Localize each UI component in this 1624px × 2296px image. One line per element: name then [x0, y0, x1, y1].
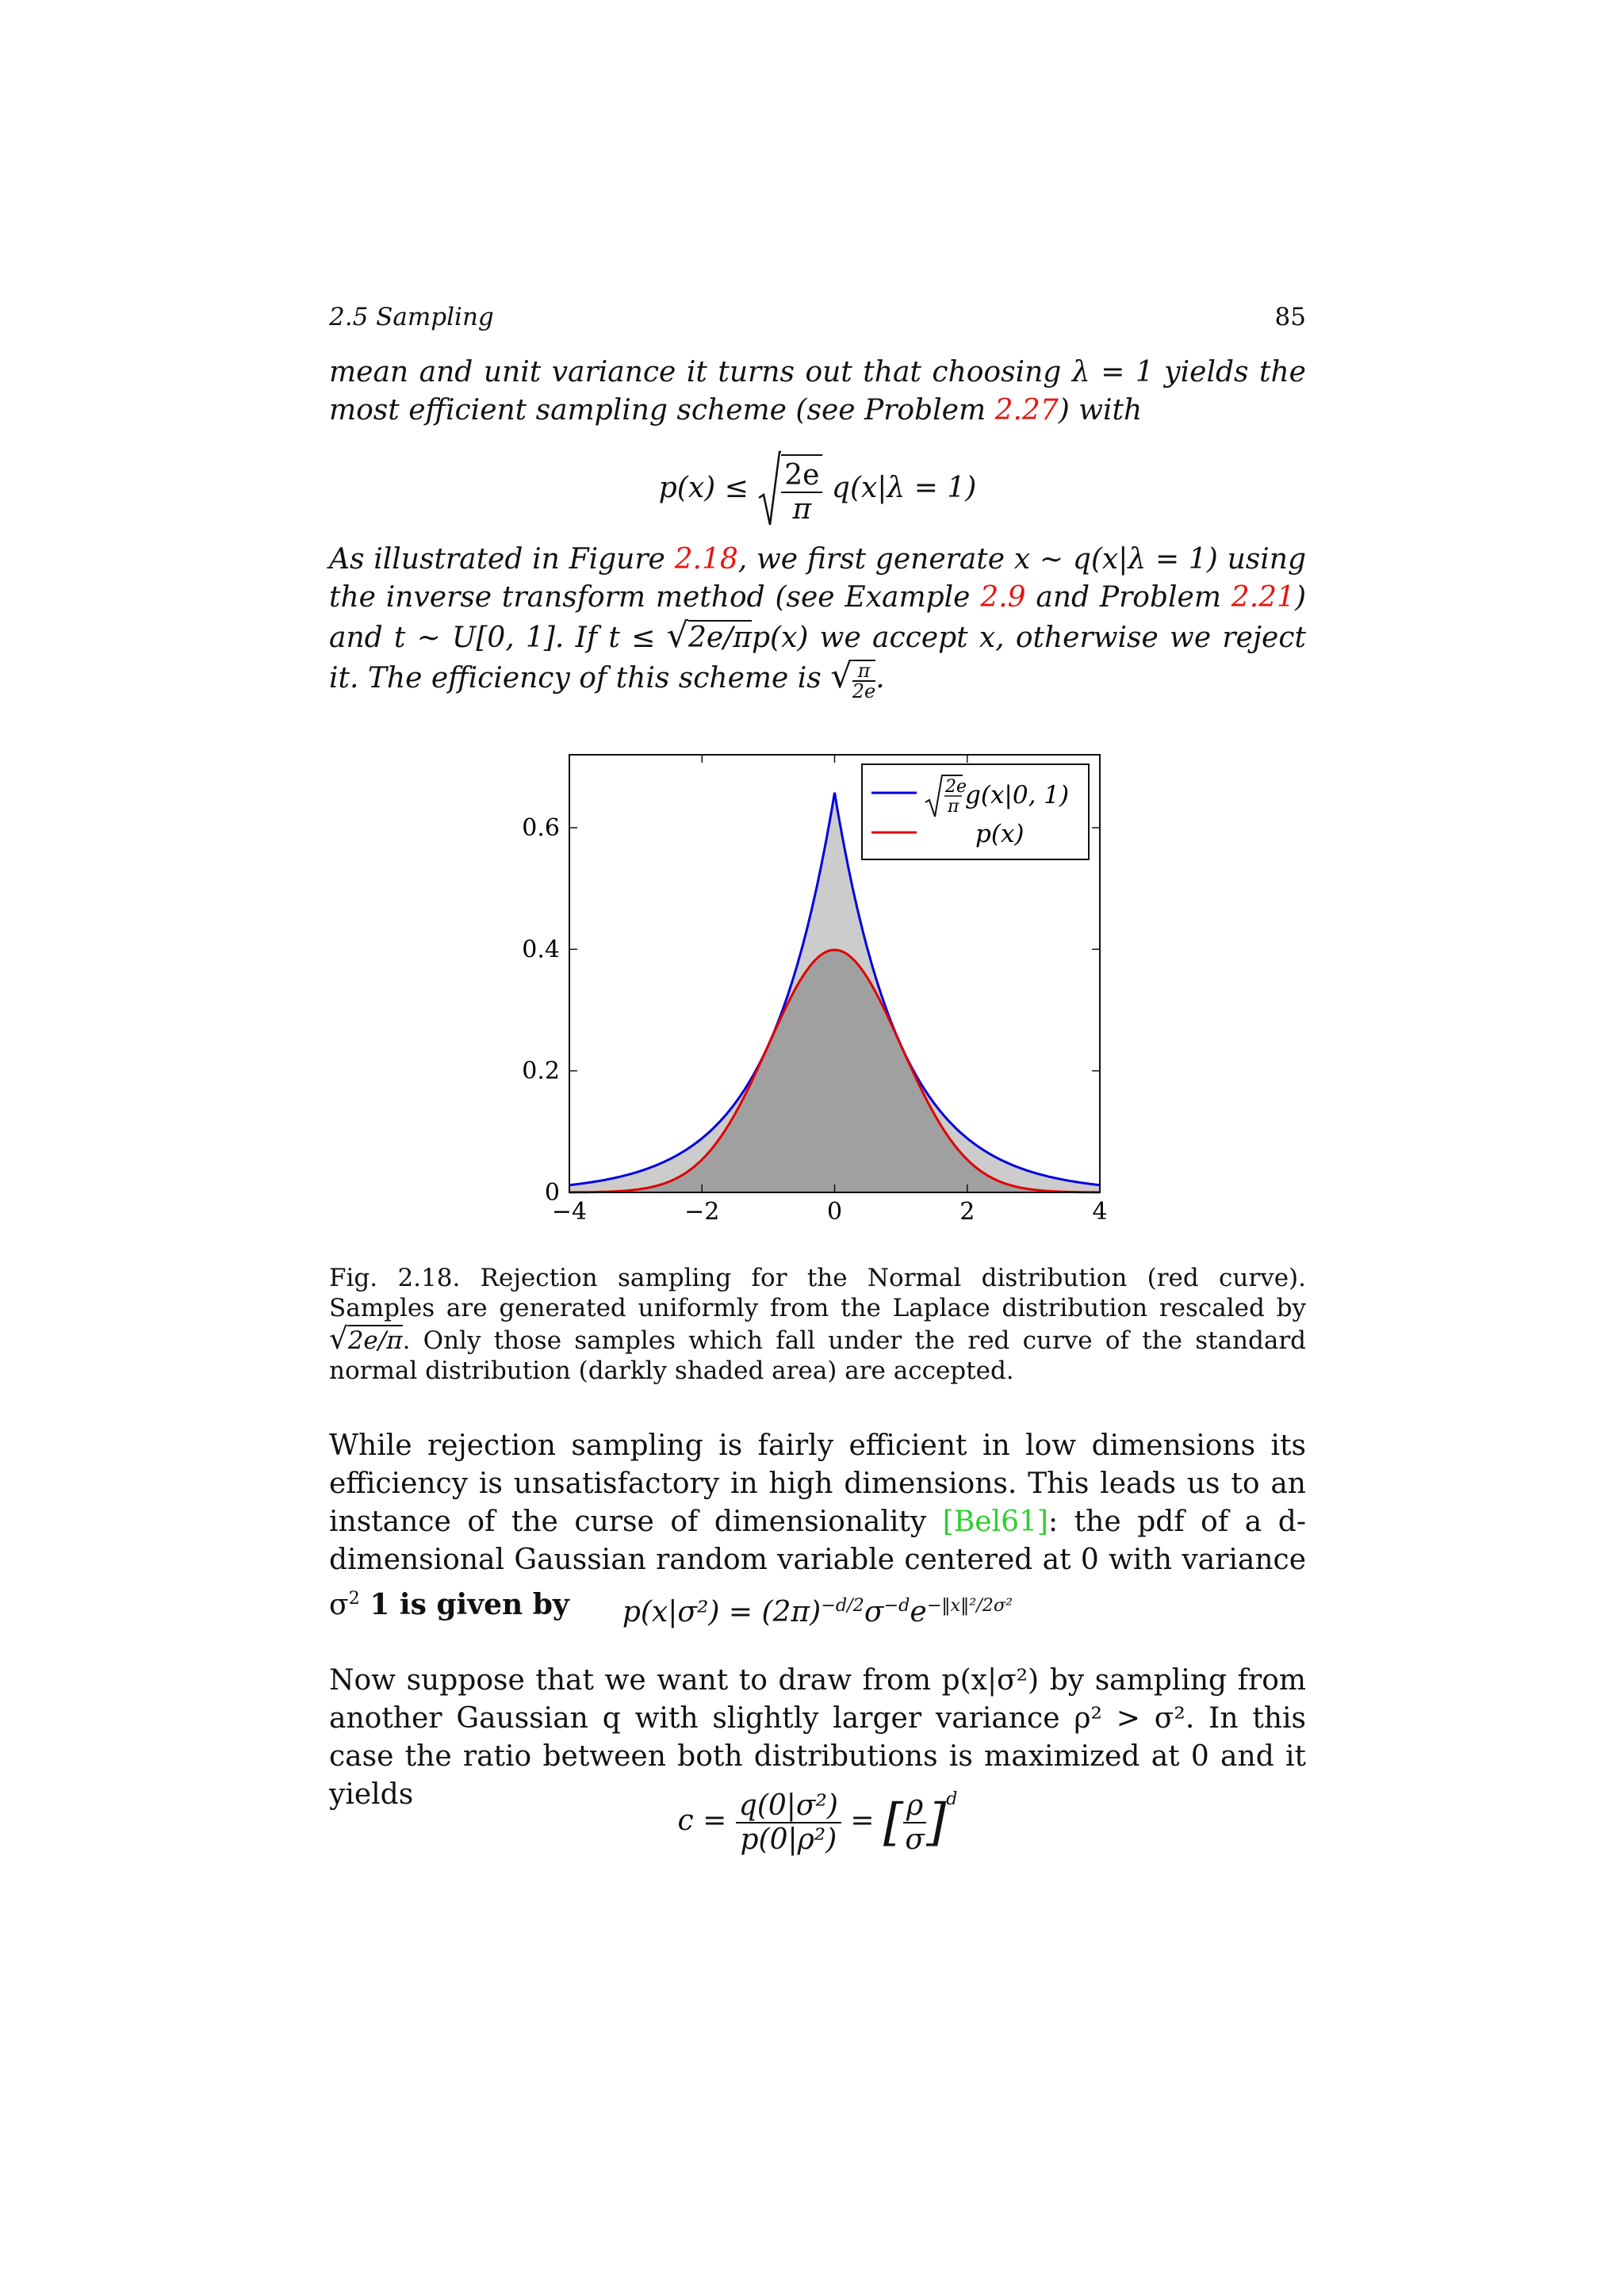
x-tick-label: −2: [684, 1198, 720, 1226]
para2-sqrt-arg: 2e/π: [688, 622, 753, 654]
x-tick-label: 4: [1092, 1198, 1108, 1226]
series-area-2: [569, 950, 1100, 1192]
eq1-rhs: q(x|λ = 1): [831, 472, 977, 504]
legend-label-1: g(x|0, 1): [965, 781, 1070, 809]
legend-label-1-frac-den: π: [948, 797, 959, 817]
legend-label-1-frac-num: 2e: [945, 777, 967, 797]
y-tick-label: 0.4: [522, 936, 560, 964]
legend-label-2: p(x): [975, 820, 1025, 848]
para2-t4: ) and t ∼ U[0, 1]. If t ≤: [329, 581, 1306, 654]
eq3-lbracket: [: [883, 1793, 904, 1852]
x-tick-label: −4: [551, 1198, 588, 1226]
eq3-frac2: [903, 1789, 926, 1856]
para2-frac-den: 2e: [852, 680, 876, 702]
x-tick-label: 2: [959, 1198, 975, 1226]
y-tick-label: 0: [544, 1179, 560, 1207]
equation-gaussian-pdf: [329, 1595, 1306, 1628]
y-tick-label: 0.6: [522, 814, 560, 842]
eq2-sigma: σ: [864, 1596, 884, 1628]
eq2-exp3: −‖x‖²/2σ²: [926, 1595, 1013, 1616]
eq1-frac-num: 2e: [781, 459, 822, 493]
problem-link-2-27[interactable]: 2.27: [994, 394, 1059, 427]
equation-ratio: [329, 1789, 1306, 1856]
eq2-lhs: p(x|σ²) = (2π): [622, 1596, 822, 1628]
paragraph-2: [329, 541, 1306, 701]
figure-caption: [329, 1263, 1306, 1386]
eq2-exp2: −d: [883, 1595, 910, 1616]
para1-text: mean and unit variance it turns out that choosing λ = 1 yields the most efficient sampling scheme (see Problem: [329, 356, 1306, 427]
page-number: 85: [1274, 303, 1306, 331]
caption-text-end: . Only those samples which fall under the red curve of the standard normal distribution (darkly shaded area) are accepted.: [329, 1326, 1306, 1385]
caption-sqrt-sign: √: [329, 1321, 348, 1356]
rejection-sampling-chart: [508, 745, 1110, 1237]
para3-sup: 2: [348, 1588, 360, 1609]
section-title: 2.5 Sampling: [329, 303, 494, 331]
para1-text-end: ) with: [1058, 394, 1143, 427]
para3-t2: : the pdf of a d-dimensional Gaussian random variable centered at 0 with variance σ: [329, 1506, 1306, 1621]
caption-sqrt-arg: 2e/π: [347, 1326, 403, 1355]
example-link-2-9[interactable]: 2.9: [980, 581, 1026, 614]
eq1-lhs: p(x) ≤: [658, 472, 749, 504]
para3-t1: While rejection sampling is fairly efficient in low dimensions its efficiency is unsatisfactory in high dimensions. This leads us to an instance of the curse of dimensionality: [329, 1429, 1306, 1538]
eq3-frac2-den: σ: [905, 1823, 925, 1856]
equation-bound: [329, 450, 1306, 530]
eq3-frac: [736, 1789, 841, 1856]
para2-frac: [852, 660, 875, 701]
eq3-rbracket: ]: [926, 1793, 947, 1852]
eq1-frac-den: π: [792, 493, 812, 526]
problem-link-2-21[interactable]: 2.21: [1231, 581, 1295, 614]
eq3-lhs: c =: [677, 1804, 727, 1837]
sqrt-sign: √: [666, 616, 689, 656]
x-tick-label: 0: [826, 1198, 843, 1226]
eq2-exp1: −d/2: [821, 1595, 864, 1616]
eq3-eq: =: [850, 1804, 875, 1837]
eq3-exp: d: [946, 1789, 958, 1809]
para3-t3: 1 is given by: [359, 1588, 569, 1621]
citation-bel61[interactable]: [Bel61]: [942, 1506, 1048, 1538]
para2-t3: and Problem: [1025, 581, 1231, 614]
y-tick-label: 0.2: [522, 1057, 560, 1085]
paragraph-1: [329, 354, 1306, 430]
running-head: [329, 303, 1306, 338]
paragraph-4: Now suppose that we want to draw from p(x|σ²) by sampling from another Gaussian q with slightly larger variance ρ² > σ². In this case the ratio between both distributions is maximized at 0 and it yields: [329, 1664, 1306, 1811]
eq3-frac2-num: ρ: [903, 1789, 926, 1823]
sqrt-sign-2: √: [830, 656, 852, 696]
eq1-sqrt: [757, 450, 822, 530]
para2-frac-num: π: [852, 661, 875, 682]
figure-link-2-18[interactable]: 2.18: [674, 543, 738, 576]
eq3-den: p(0|ρ²): [740, 1823, 837, 1856]
eq2-e: e: [910, 1596, 927, 1628]
para2-t1: As illustrated in Figure: [329, 543, 675, 576]
para2-t5: p(x) we accept x, otherwise we reject it. The efficiency of this scheme is: [329, 622, 1306, 695]
legend: [862, 764, 1089, 859]
para2-t2: , we first generate x ∼ q(x|λ = 1) using the inverse transform method (see Example: [329, 543, 1306, 614]
eq3-num: q(0|σ²): [736, 1789, 841, 1823]
para2-t6: .: [875, 662, 885, 695]
caption-text: Fig. 2.18. Rejection sampling for the Normal distribution (red curve). Samples are generated uniformly from the Laplace distribution rescaled by: [329, 1264, 1306, 1322]
